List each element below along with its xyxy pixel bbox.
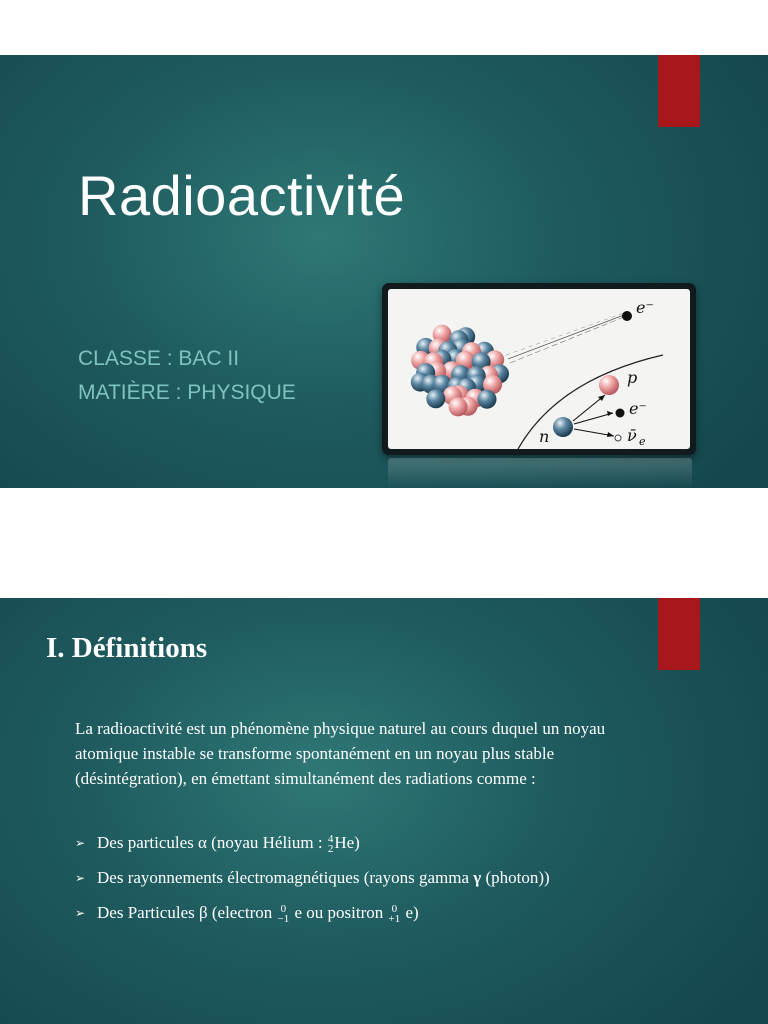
definition-paragraph: La radioactivité est un phénomène physique naturel au cours duquel un noyau atomique instable se transforme spontanément en un noyau plus stable (désintégration), en émettant simultanément des radiations comme : — [75, 719, 606, 788]
list-item-alpha: ➢ Des particules α (noyau Hélium : 4 2 He) — [75, 828, 695, 863]
nucleus — [411, 325, 509, 417]
beta-decay-illustration — [388, 289, 690, 449]
electron-trail — [506, 313, 624, 363]
antineutrino-particle — [615, 435, 621, 441]
accent-tab — [658, 598, 700, 670]
electron-label: e⁻ — [636, 298, 654, 317]
electron-notation: 0 −1 — [277, 903, 290, 926]
electron2-label: e⁻ — [629, 399, 647, 418]
figure-reflection — [388, 458, 692, 488]
accent-tab — [658, 55, 700, 127]
radiation-list — [75, 828, 695, 933]
positron-notation: 0 +1 — [388, 903, 401, 926]
helium-isotope-notation: 4 2 — [327, 833, 334, 856]
definitions-slide — [0, 598, 768, 1024]
arrow-bullet-icon: ➢ — [75, 836, 86, 850]
nucleus-figure — [382, 283, 696, 455]
arrow-bullet-icon: ➢ — [75, 906, 86, 920]
proton-particle — [599, 375, 619, 395]
emitted-electron — [622, 311, 632, 321]
neutron-sphere — [478, 390, 497, 409]
list-item-gamma: ➢ Des rayonnements électromagnétiques (rayons gamma γ (photon)) — [75, 863, 695, 898]
neutron-sphere — [426, 389, 445, 408]
gamma-symbol: γ — [473, 868, 482, 887]
class-subtitle: CLASSE : BAC II — [78, 347, 240, 370]
subject-subtitle: MATIÈRE : PHYSIQUE — [78, 381, 296, 404]
antineutrino-label: ν̄ — [627, 426, 637, 445]
slide-title: Radioactivité — [78, 164, 406, 227]
proton-label: p — [627, 368, 638, 387]
proton-sphere — [449, 397, 468, 416]
neutron-label: n — [539, 427, 550, 446]
antineutrino-subscript: e — [639, 435, 646, 448]
list-item-beta: ➢ Des Particules β (electron 0 −1 e ou positron 0 +1 e) — [75, 898, 695, 933]
section-title: I. Définitions — [46, 632, 208, 664]
arrow-bullet-icon: ➢ — [75, 871, 86, 885]
title-slide — [0, 55, 768, 488]
neutron-particle — [553, 417, 573, 437]
electron-particle — [616, 409, 625, 418]
